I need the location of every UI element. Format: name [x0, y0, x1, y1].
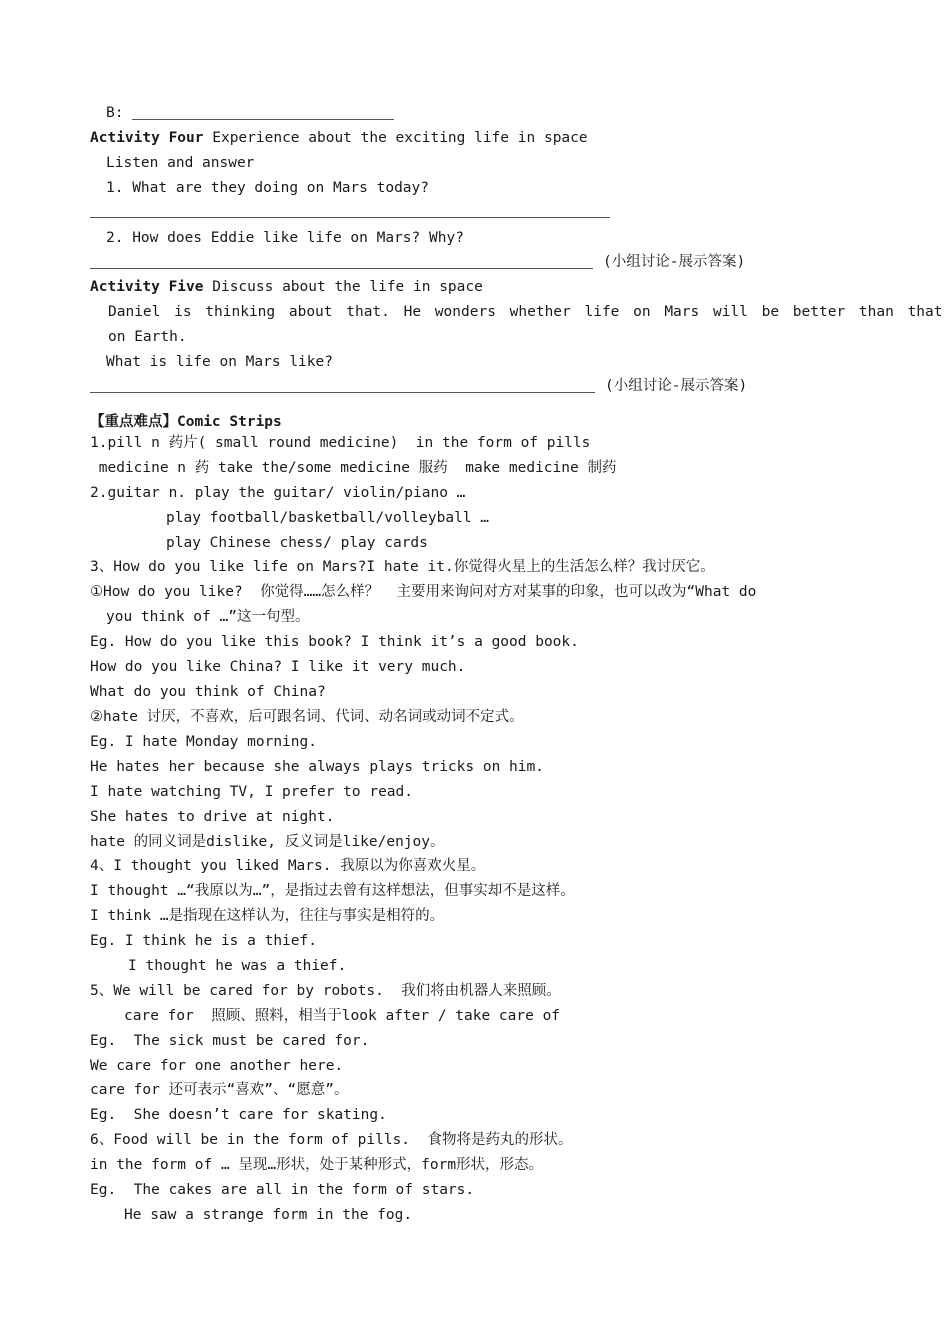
note-line-3: 2.guitar n. play the guitar/ violin/piano …: [90, 485, 466, 501]
note-line-12: ②hate 讨厌，不喜欢，后可跟名词、代词、动名词或动词不定式。: [90, 709, 524, 725]
note-line-27: care for 还可表示“喜欢”、“愿意”。: [90, 1082, 349, 1098]
note-line-5: play Chinese chess/ play cards: [166, 535, 428, 551]
note-line-14: He hates her because she always plays tricks on him.: [90, 759, 544, 775]
activity-five-paragraph-2: on Earth.: [108, 329, 187, 345]
note-line-7: ①How do you like? 你觉得……怎么样？ 主要用来询问对方对某事的印象，也可以改为“What do: [90, 584, 757, 600]
activity-five-answer-blank: [90, 392, 595, 393]
note-line-2: medicine n 药 take the/some medicine 服药 make medicine 制药: [90, 460, 617, 476]
note-line-9: Eg. How do you like this book? I think it’s a good book.: [90, 634, 579, 650]
question-2: 2. How does Eddie like life on Mars? Why?: [106, 230, 464, 246]
note-line-31: Eg. The cakes are all in the form of stars.: [90, 1182, 475, 1198]
answer-2-blank: [90, 268, 593, 269]
note-line-8: you think of …”这一句型。: [106, 609, 310, 625]
key-points-heading: 【重点难点】Comic Strips: [90, 414, 282, 430]
activity-five-question: What is life on Mars like?: [106, 354, 333, 370]
question-1: 1. What are they doing on Mars today?: [106, 180, 430, 196]
note-line-17: hate 的同义词是dislike, 反义词是like/enjoy。: [90, 834, 445, 850]
note-line-11: What do you think of China?: [90, 684, 326, 700]
note-line-23: 5、We will be cared for by robots. 我们将由机器人来照顾。: [90, 983, 561, 999]
activity-five-title: Discuss about the life in space: [203, 279, 483, 295]
group-discussion-note-2: (小组讨论-展示答案): [605, 378, 748, 394]
note-line-25: Eg. The sick must be cared for.: [90, 1033, 370, 1049]
note-line-21: Eg. I think he is a thief.: [90, 933, 317, 949]
listen-answer: Listen and answer: [106, 155, 255, 171]
note-line-18: 4、I thought you liked Mars. 我原以为你喜欢火星。: [90, 858, 486, 874]
note-line-20: I think …是指现在这样认为，往往与事实是相符的。: [90, 908, 445, 924]
activity-five-heading: Activity Five: [90, 279, 204, 295]
note-line-22: I thought he was a thief.: [128, 958, 347, 974]
note-line-16: She hates to drive at night.: [90, 809, 335, 825]
note-line-29: 6、Food will be in the form of pills. 食物将是药丸的形状。: [90, 1132, 573, 1148]
activity-four-title: Experience about the exciting life in space: [203, 130, 588, 146]
activity-five-paragraph-1: Daniel is thinking about that. He wonders whether life on Mars will be better than that: [108, 304, 943, 320]
note-line-28: Eg. She doesn’t care for skating.: [90, 1107, 387, 1123]
activity-five-line: [90, 277, 483, 297]
note-line-6: 3、How do you like life on Mars?I hate it.你觉得火星上的生活怎么样？我讨厌它。: [90, 559, 715, 575]
note-line-15: I hate watching TV, I prefer to read.: [90, 784, 414, 800]
note-line-19: I thought …“我原以为…”，是指过去曾有这样想法，但事实却不是这样。: [90, 883, 575, 899]
note-line-13: Eg. I hate Monday morning.: [90, 734, 317, 750]
note-line-30: in the form of … 呈现…形状，处于某种形式，form形状，形态。: [90, 1157, 544, 1173]
group-discussion-note: (小组讨论-展示答案): [603, 254, 746, 270]
activity-four-heading: Activity Four: [90, 130, 204, 146]
answer-1-blank: [90, 217, 610, 218]
activity-four-line: [90, 128, 588, 148]
note-line-10: How do you like China? I like it very much.: [90, 659, 466, 675]
note-line-32: He saw a strange form in the fog.: [124, 1207, 413, 1223]
answer-b-label: B:: [106, 105, 124, 121]
answer-b-blank: [132, 119, 394, 120]
note-line-26: We care for one another here.: [90, 1058, 344, 1074]
note-line-24: care for 照顾、照料，相当于look after / take care of: [124, 1008, 561, 1024]
note-line-4: play football/basketball/volleyball …: [166, 510, 490, 526]
note-line-1: 1.pill n 药片( small round medicine) in the form of pills: [90, 435, 591, 451]
